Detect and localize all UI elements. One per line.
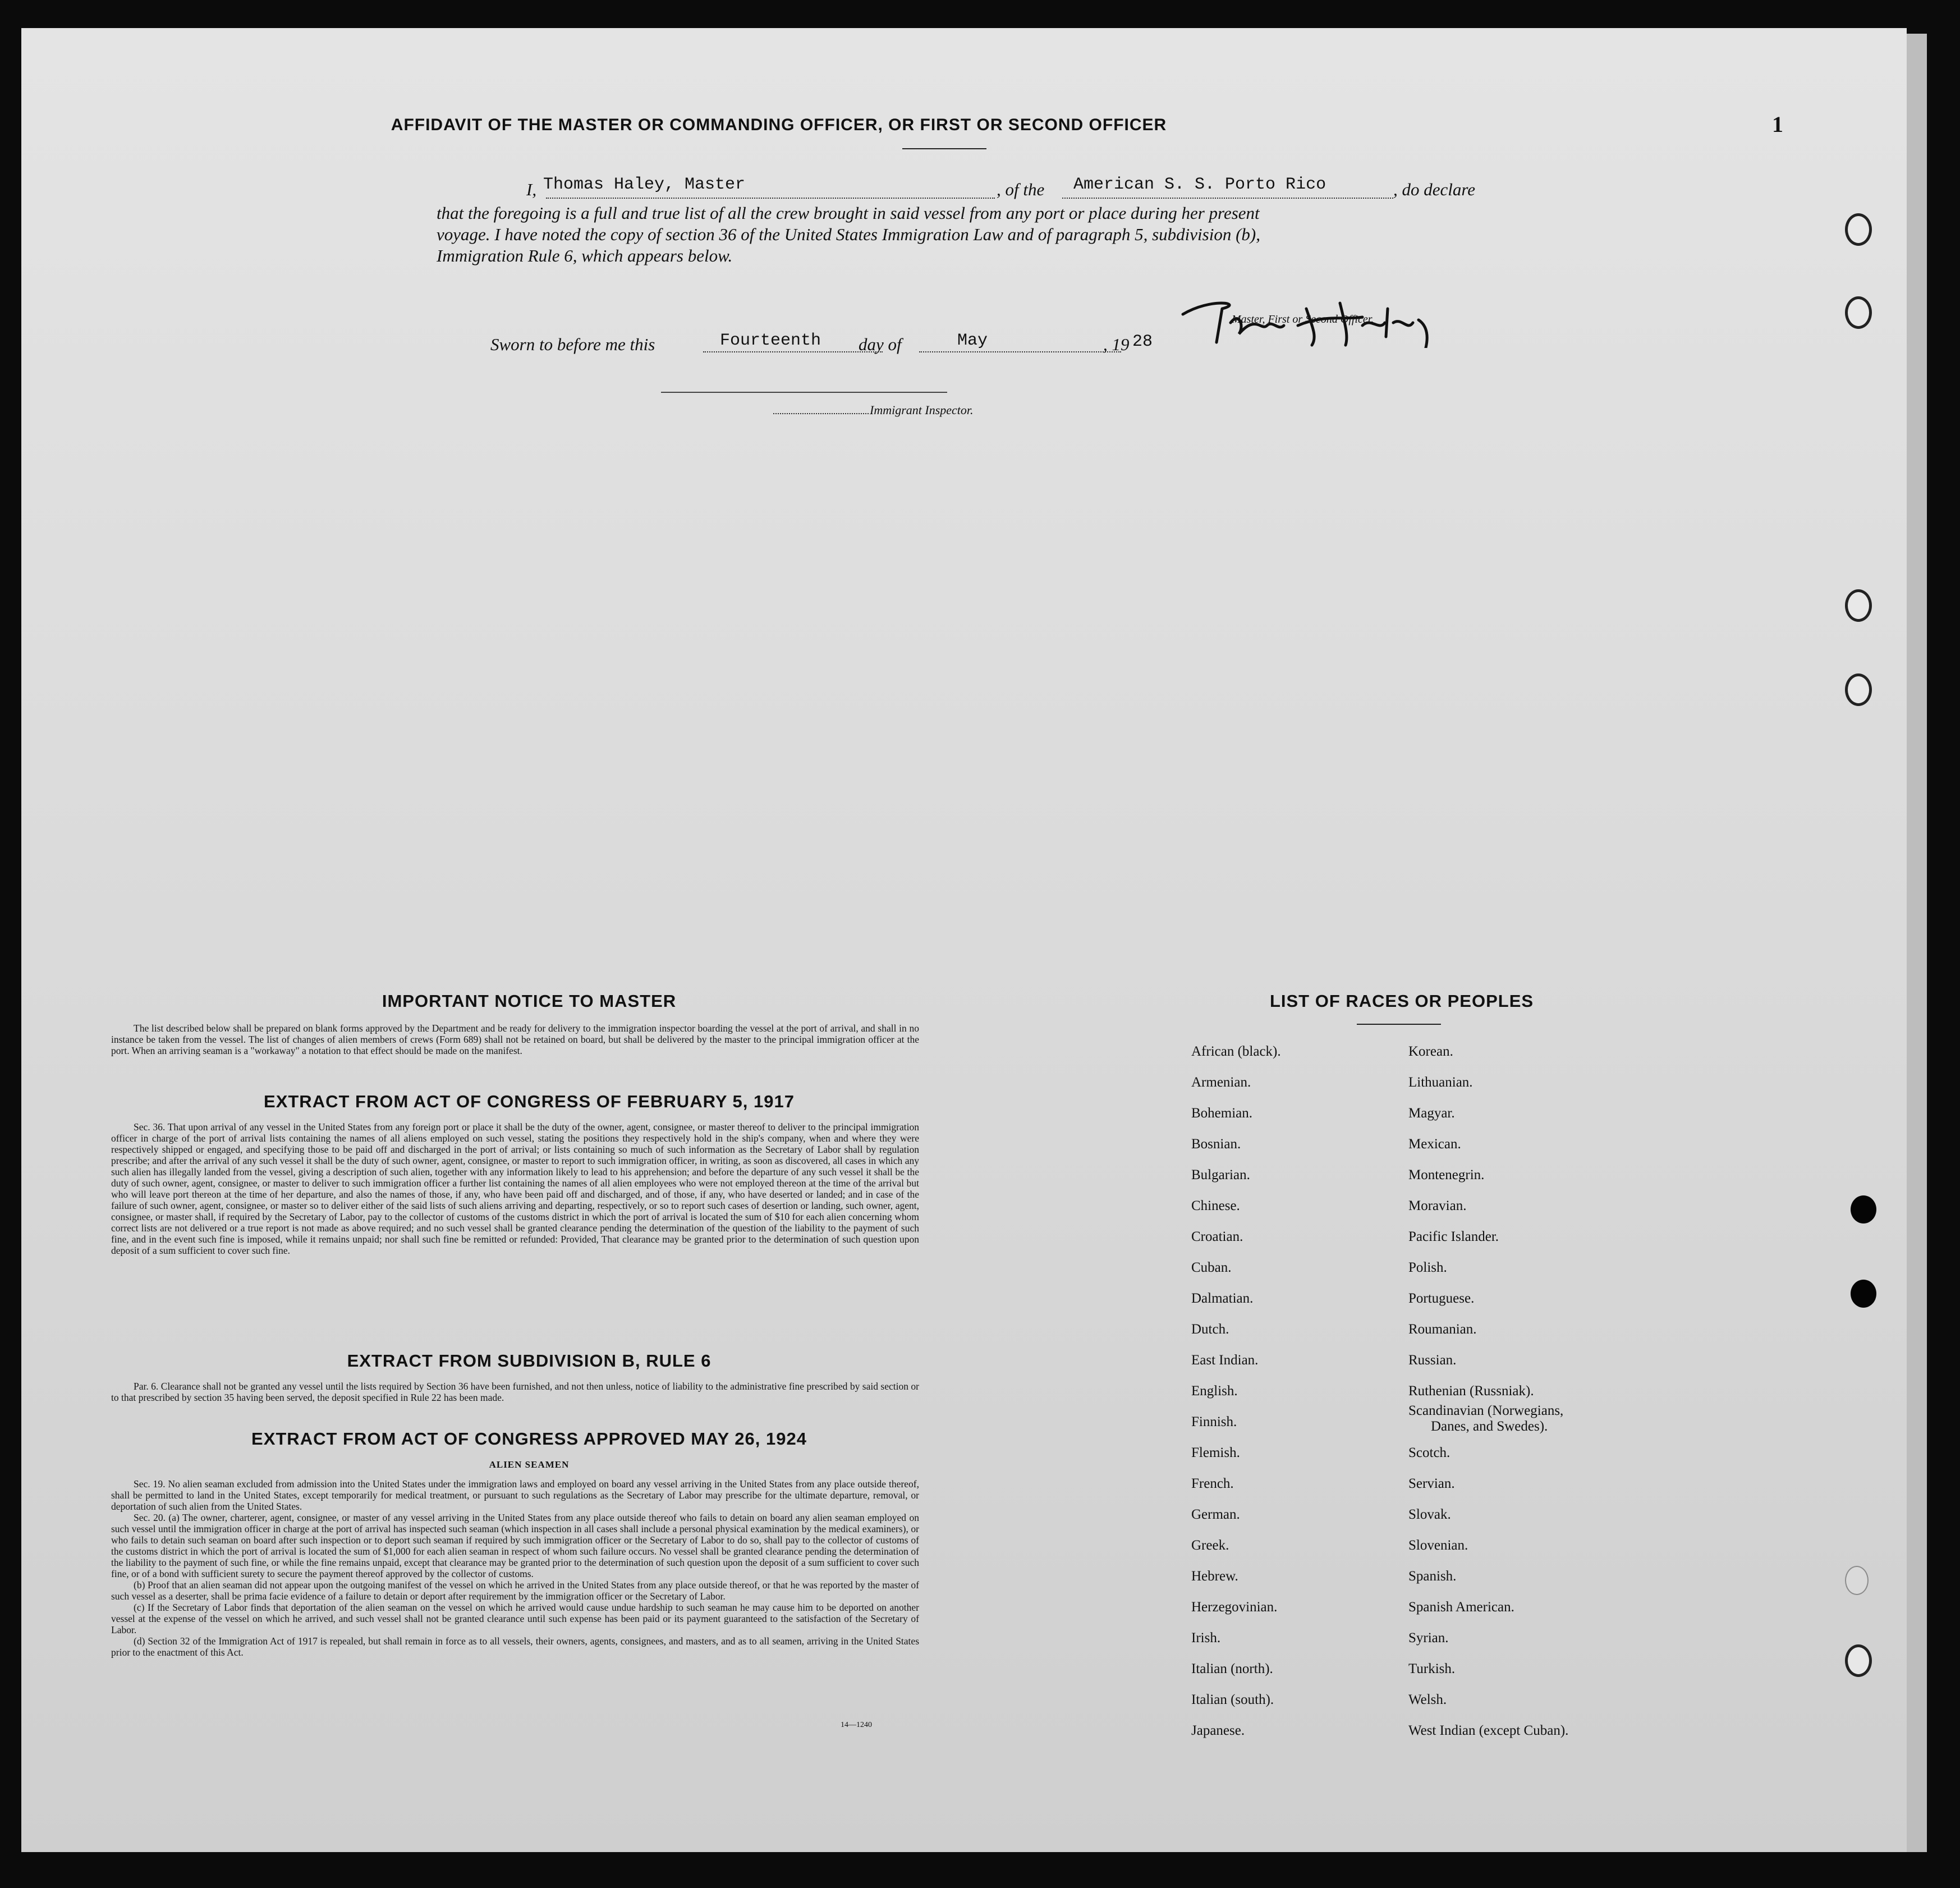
- race-left-item: German.: [1191, 1507, 1240, 1522]
- race-left-item: Bulgarian.: [1191, 1167, 1250, 1183]
- sec20c-paragraph: (c) If the Secretary of Labor finds that deportation of the alien seaman on the vessel on which he arrived would cause undue hardship to such seaman he may cause him to be deported on another vessel at the expense of the vessel on which he arrived, and such vessel shall not be granted clearance until such expense has been paid or its payment guaranteed to the satisfaction of the Secretary of Labor.: [111, 1602, 919, 1635]
- binder-hole: [1851, 1280, 1876, 1308]
- race-left-item: East Indian.: [1191, 1353, 1259, 1368]
- race-left-item: Japanese.: [1191, 1723, 1245, 1738]
- rule6-heading: EXTRACT FROM SUBDIVISION B, RULE 6: [347, 1351, 712, 1371]
- race-right-item: Spanish.: [1408, 1569, 1457, 1584]
- race-left-item: Irish.: [1191, 1630, 1221, 1646]
- race-left-item: Chinese.: [1191, 1198, 1240, 1213]
- sworn-month-value: May: [957, 331, 988, 350]
- bleed-through-text: [1424, 107, 1884, 129]
- affidavit-body-line-3: Immigration Rule 6, which appears below.: [437, 246, 733, 265]
- signature-caption: Master, First or Second Officer.: [1232, 313, 1374, 326]
- race-left-item: Bosnian.: [1191, 1137, 1241, 1152]
- master-name-line: [546, 198, 995, 199]
- race-left-item: Finnish.: [1191, 1414, 1237, 1429]
- race-right-item: Syrian.: [1408, 1630, 1449, 1646]
- extract-1917-heading: EXTRACT FROM ACT OF CONGRESS OF FEBRUARY 5, 1917: [264, 1092, 795, 1111]
- day-line: [703, 351, 883, 352]
- sec20d-paragraph: (d) Section 32 of the Immigration Act of 1917 is repealed, but shall remain in force as to all vessels, their owners, agents, consignees, and masters, and as to all seamen, arriving in the United States prior to the enactment of this Act.: [111, 1635, 919, 1658]
- month-line: [919, 351, 1121, 352]
- race-right-item: Lithuanian.: [1408, 1075, 1473, 1090]
- binder-hole: [1845, 1566, 1869, 1595]
- race-right-item: Roumanian.: [1408, 1322, 1477, 1337]
- affidavit-body-line-2: voyage. I have noted the copy of section 36 of the United States Immigration Law and of paragraph 5, subdivision (b),: [437, 224, 1260, 244]
- race-right-item: Portuguese.: [1408, 1291, 1475, 1306]
- race-left-item: English.: [1191, 1383, 1238, 1399]
- race-left-item: Italian (south).: [1191, 1692, 1274, 1707]
- notice-text: [111, 1023, 919, 1056]
- extract-1924-text: [111, 1478, 919, 1658]
- race-right-item: Welsh.: [1408, 1692, 1447, 1707]
- day-of-label: day of: [859, 334, 902, 354]
- race-right-item: West Indian (except Cuban).: [1408, 1723, 1569, 1738]
- master-name-value: Thomas Haley, Master: [543, 175, 746, 194]
- heading-rule: [902, 148, 986, 149]
- binder-hole: [1851, 1195, 1876, 1223]
- race-left-item: French.: [1191, 1476, 1234, 1491]
- race-left-item: Italian (north).: [1191, 1661, 1273, 1676]
- extract-1924-heading: EXTRACT FROM ACT OF CONGRESS APPROVED MAY 26, 1924: [251, 1429, 807, 1449]
- sec19-paragraph: Sec. 19. No alien seaman excluded from admission into the United States under the immigration laws and employed on board any vessel arriving in the United States from any place outside thereof, shall be permitted to land in the United States, except temporarily for medical treatment, or pursuant to such regulations as the Secretary of Labor may prescribe for the ultimate departure, removal, or deportation of such alien from the United States.: [111, 1478, 919, 1512]
- do-declare-label: , do declare: [1393, 180, 1476, 199]
- race-right-item: Mexican.: [1408, 1137, 1461, 1152]
- race-right-item: Polish.: [1408, 1260, 1447, 1275]
- binder-hole: [1845, 589, 1872, 622]
- race-left-item: Cuban.: [1191, 1260, 1232, 1275]
- race-right-item: Ruthenian (Russniak).: [1408, 1383, 1534, 1399]
- race-left-item: Greek.: [1191, 1538, 1229, 1553]
- notice-paragraph: The list described below shall be prepared on blank forms approved by the Department and be ready for delivery to the immigration inspector boarding the vessel at the port of arrival, and shall in no instance be taken from the vessel. The list of changes of alien members of crews (Form 689) shall not be retained on board, but shall be delivered by the master to the principal immigration officer at the port. When an arriving seaman is a "workaway" a notation to that effect should be made on the manifest.: [111, 1023, 919, 1056]
- race-left-item: Dutch.: [1191, 1322, 1229, 1337]
- i-label: I,: [526, 180, 537, 199]
- affidavit-body-line-1: that the foregoing is a full and true list of all the crew brought in said vessel from any port or place during her present: [437, 203, 1260, 223]
- race-left-item: Herzegovinian.: [1191, 1600, 1278, 1615]
- race-left-item: Armenian.: [1191, 1075, 1251, 1090]
- alien-seamen-subheading: ALIEN SEAMEN: [489, 1459, 570, 1470]
- race-right-item: Russian.: [1408, 1353, 1457, 1368]
- race-right-item: Servian.: [1408, 1476, 1455, 1491]
- sec20b-paragraph: (b) Proof that an alien seaman did not appear upon the outgoing manifest of the vessel on which he arrived in the United States from any place outside thereof, or that he was reported by the master of such vessel as a deserter, shall be prima facie evidence of a failure to detain or deport after requirement by the immigration officer or the Secretary of Labor.: [111, 1579, 919, 1602]
- inspector-signature-line: [661, 392, 947, 393]
- race-right-item: Scotch.: [1408, 1445, 1451, 1460]
- race-left-item: Flemish.: [1191, 1445, 1240, 1460]
- race-left-item: Hebrew.: [1191, 1569, 1238, 1584]
- year-prefix: , 19: [1103, 334, 1130, 354]
- races-heading: LIST OF RACES OR PEOPLES: [1269, 991, 1534, 1011]
- race-left-item: Bohemian.: [1191, 1106, 1253, 1121]
- race-left-item: African (black).: [1191, 1044, 1281, 1059]
- race-right-item: Slovak.: [1408, 1507, 1451, 1522]
- page-edge: [1907, 34, 1927, 1852]
- rule6-text: [111, 1381, 919, 1403]
- sworn-label: Sworn to before me this: [490, 334, 655, 354]
- race-right-item: Moravian.: [1408, 1198, 1467, 1213]
- binder-hole: [1845, 296, 1872, 329]
- binder-hole: [1845, 673, 1872, 706]
- rule6-paragraph: Par. 6. Clearance shall not be granted any vessel until the lists required by Section 36 have been furnished, and not then unless, notice of liability to the administrative fine prescribed by said section or to that prescribed by section 35 having been served, the deposit specified in Rule 22 has been made.: [111, 1381, 919, 1403]
- race-right-item: Scandinavian (Norwegians,: [1408, 1403, 1564, 1418]
- binder-hole: [1845, 213, 1872, 246]
- vessel-name-line: [1062, 198, 1393, 199]
- inspector-label: Immigrant Inspector.: [870, 403, 974, 417]
- extract-1917-text: [111, 1121, 919, 1256]
- year-value: 28: [1132, 332, 1153, 351]
- race-right-item: Magyar.: [1408, 1106, 1455, 1121]
- race-right-item-continued: Danes, and Swedes).: [1431, 1419, 1548, 1434]
- binder-hole: [1845, 1644, 1872, 1677]
- race-left-item: Dalmatian.: [1191, 1291, 1254, 1306]
- inspector-short-line: [773, 413, 869, 414]
- affidavit-heading: AFFIDAVIT OF THE MASTER OR COMMANDING OFFICER, OR FIRST OR SECOND OFFICER: [391, 116, 1167, 134]
- race-right-item: Spanish American.: [1408, 1600, 1514, 1615]
- sec36-paragraph: Sec. 36. That upon arrival of any vessel in the United States from any foreign port or place it shall be the duty of the owner, agent, consignee, or master thereof to deliver to the principal immigration officer in charge of the port of arrival lists containing the names of all aliens employed on such vessel, stating the positions they respectively hold in the ship's company, when and where they were respectively shipped or engaged, and specifying those to be paid off and discharged in the port of arrival; or lists containing so much of such information as the Secretary of Labor shall by regulation prescribe; and after the arrival of any such vessel it shall be the duty of such owner, agent, consignee, or master to report to such immigration officer, in writing, as soon as discovered, all cases in which any such alien has illegally landed from the vessel, giving a description of such alien, together with any information likely to lead to his apprehension; and before the departure of any such vessel it shall be the duty of such owner, agent, consignee, or master to deliver to such immigration officer a further list containing the names of all alien employees who were not employed thereon at the time of the arrival but who will leave port thereon at the time of her departure, and also the names of those, if any, who have been paid off and discharged, and of those, if any, who have deserted or landed; and in case of the failure of such owner, agent, consignee, or master so to deliver either of the said lists of such aliens arriving and departing, respectively, or so to report such cases of desertion or landing, such owner, agent, consignee, or master shall, if required by the Secretary of Labor, pay to the collector of customs of the customs district in which the port of arrival is located the sum of $10 for each alien concerning whom correct lists are not delivered or a true report is not made as above required; and no such vessel shall be granted clearance pending the determination of the question of the liability to the payment of such fine, and in the event such fine is imposed, while it remains unpaid; nor shall such fine be remitted or refunded: Provided, That clearance may be granted prior to the determination of such question upon deposit of a sum sufficient to cover such fine.: [111, 1121, 919, 1256]
- race-right-item: Turkish.: [1408, 1661, 1456, 1676]
- race-right-item: Korean.: [1408, 1044, 1453, 1059]
- race-left-item: Croatian.: [1191, 1229, 1243, 1244]
- races-heading-rule: [1357, 1024, 1441, 1025]
- race-right-item: Pacific Islander.: [1408, 1229, 1499, 1244]
- document-page: [21, 28, 1907, 1852]
- race-right-item: Montenegrin.: [1408, 1167, 1485, 1183]
- race-right-item: Slovenian.: [1408, 1538, 1468, 1553]
- sworn-day-value: Fourteenth: [720, 331, 821, 350]
- vessel-name-value: American S. S. Porto Rico: [1073, 175, 1326, 194]
- page-number: 1: [1772, 112, 1783, 137]
- form-number: 14—1240: [841, 1721, 872, 1729]
- notice-heading: IMPORTANT NOTICE TO MASTER: [382, 991, 677, 1011]
- sec20a-paragraph: Sec. 20. (a) The owner, charterer, agent, consignee, or master of any vessel arriving in the United States from any place outside thereof who fails to detain on board any alien seaman employed on such vessel until the immigration officer in charge at the port of arrival has inspected such seaman (which inspection in all cases shall include a personal physical examination by the medical examiners), or who fails to detain such seaman on board after such inspection or to deport such seaman if required by such immigration officer or the Secretary of Labor to do so, shall pay to the collector of customs of the customs district in which the port of arrival is located the sum of $1,000 for each alien seaman in respect of whom such failure occurs. No vessel shall be granted clearance pending the determination of the liability to the payment of such fine, or while the fine remains unpaid, except that clearance may be granted prior to the determination of such question upon the deposit of a sum sufficient to cover such fine, or of a bond with sufficient surety to secure the payment thereof approved by the collector of customs.: [111, 1512, 919, 1579]
- of-the-label: , of the: [997, 180, 1045, 199]
